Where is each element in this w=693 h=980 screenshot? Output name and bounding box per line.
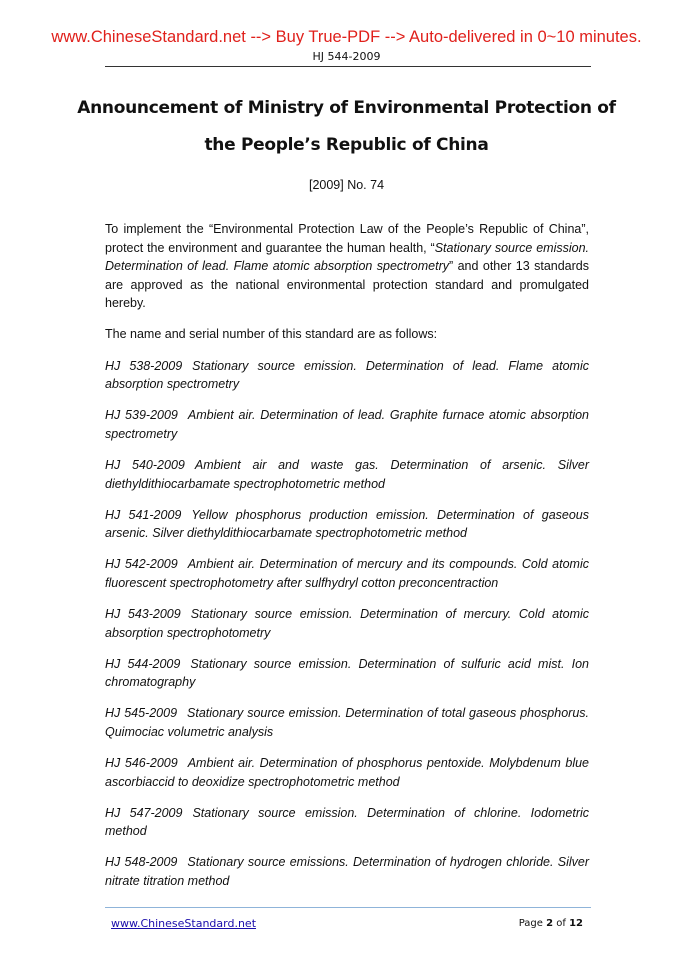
standard-entry (105, 406, 589, 443)
standard-title: Ambient air. Determination of lead. Graphite furnace atomic absorption spectrometry (105, 408, 590, 441)
standard-title: Ambient air. Determination of phosphorus pentoxide. Molybdenum blue ascorbiaccid to deoxidize spectrophotometric method (105, 756, 590, 789)
header-divider (105, 66, 591, 67)
standard-code: HJ 545-2009 (105, 706, 178, 721)
standard-title: Stationary source emission. Determination of mercury. Cold atomic absorption spectrophotometry (105, 607, 590, 640)
standard-code: HJ 541-2009 (105, 507, 182, 522)
current-page: 2 (546, 918, 554, 929)
footer-link[interactable]: www.ChineseStandard.net (111, 917, 257, 930)
footer-divider (105, 907, 591, 908)
standard-code: HJ 544-2009 (105, 656, 181, 671)
standard-code: HJ 538-2009 (105, 358, 183, 373)
intro-text-end: ” and other 13 standards are approved as the national environmental protection standard and promulgated hereby. (105, 259, 589, 311)
page-label: Page (518, 918, 547, 929)
standard-title: Stationary source emission. Determination of chlorine. Iodometric method (105, 805, 590, 839)
promo-banner[interactable]: www.ChineseStandard.net --> Buy True-PDF --> Auto-delivered in 0~10 minutes. (51, 28, 642, 46)
page-title: Announcement of Ministry of Environmental Protection of the People’s Republic of China (77, 98, 616, 155)
standard-code: HJ 539-2009 (105, 408, 178, 423)
standard-entry (105, 506, 589, 543)
standard-entry (105, 555, 589, 592)
list-intro: The name and serial number of this standard are as follows: (105, 327, 438, 342)
standard-title: Stationary source emission. Determination of total gaseous phosphorus. Quimociac volumetric analysis (105, 706, 590, 739)
standard-title: Yellow phosphorus production emission. Determination of gaseous arsenic. Silver diethyldithiocarbamate spectrophotometric method (105, 507, 589, 541)
running-header: HJ 544-2009 (312, 50, 381, 63)
standard-code: HJ 542-2009 (105, 557, 178, 572)
page-number (519, 918, 583, 929)
standard-title: Stationary source emissions. Determination of hydrogen chloride. Silver nitrate titration method (105, 855, 589, 889)
standard-code: HJ 540-2009 (105, 457, 185, 472)
standard-code: HJ 546-2009 (105, 756, 178, 771)
standard-entry (105, 655, 589, 692)
intro-text: To implement the “Environmental Protection Law of the People’s Republic of China”, protect the environment and guarantee the human health, “ (105, 222, 589, 255)
total-pages: 12 (569, 918, 583, 929)
standard-entry (105, 605, 589, 642)
standard-entry (105, 853, 589, 890)
standards-list (105, 357, 589, 891)
intro-standard-title: Stationary source emission. Determination of lead. Flame atomic absorption spectrometry (105, 240, 589, 274)
page-of: of (553, 918, 570, 929)
standard-entry (105, 704, 589, 741)
standard-entry (105, 357, 589, 394)
standard-entry (105, 754, 589, 791)
standard-title: Ambient air and waste gas. Determination of arsenic. Silver diethyldithiocarbamate spectrophotometric method (105, 457, 589, 491)
document-body (105, 220, 589, 903)
standard-code: HJ 543-2009 (105, 607, 181, 621)
standard-title: Stationary source emission. Determination of sulfuric acid mist. Ion chromatography (105, 656, 590, 690)
standard-entry (105, 456, 589, 493)
standard-code: HJ 548-2009 (105, 855, 178, 870)
intro-paragraph (105, 220, 589, 313)
standard-title: Stationary source emission. Determination of lead. Flame atomic absorption spectrometry (105, 358, 589, 392)
standard-code: HJ 547-2009 (105, 805, 183, 820)
standard-entry (105, 804, 589, 841)
standard-title: Ambient air. Determination of mercury and its compounds. Cold atomic fluorescent spectrophotometry after sulfhydryl cotton preconcentraction (105, 557, 589, 590)
document-number: [2009] No. 74 (308, 178, 385, 192)
